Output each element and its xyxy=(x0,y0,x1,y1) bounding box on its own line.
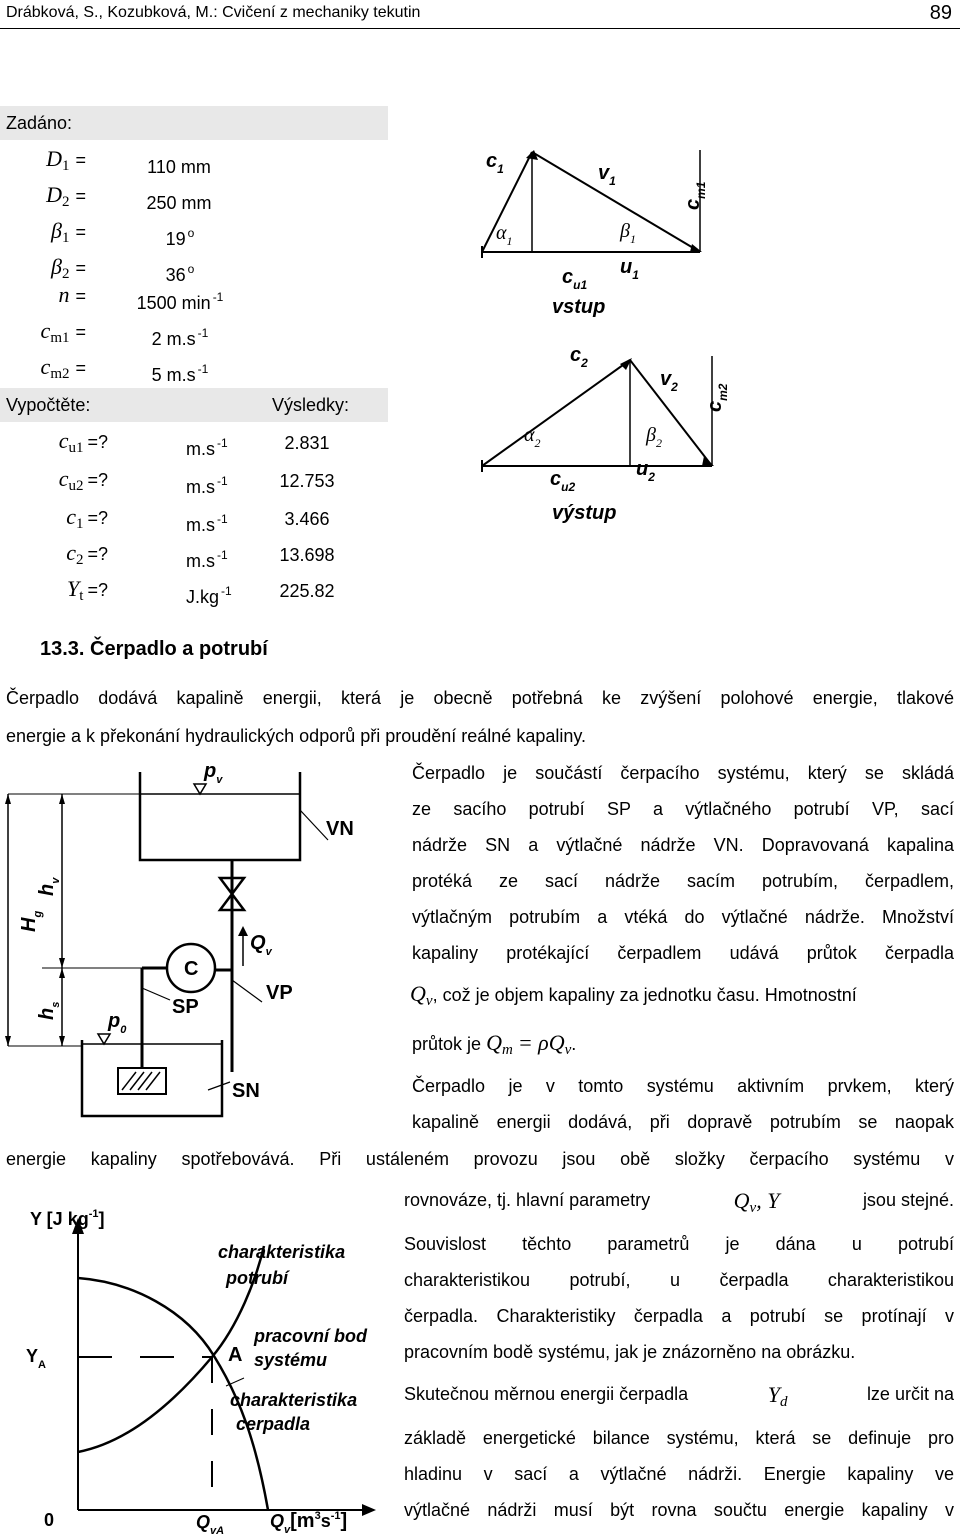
computed-unit-sup: -1 xyxy=(217,548,228,562)
given-value-sup: -1 xyxy=(212,290,224,304)
inlet-c-label xyxy=(486,150,504,176)
text-line: Čerpadlo je v tomto systému aktivním prvkem, který xyxy=(412,1076,954,1096)
work-point-label xyxy=(228,1344,242,1367)
outlet-v-label-symbol: v xyxy=(660,368,672,390)
pump-c-label xyxy=(184,958,198,981)
hv-label-symbol: h xyxy=(36,883,58,896)
text-line: kapaliny protékající čerpadlem udává průtok čerpadla xyxy=(412,943,954,963)
eq-params: Q xyxy=(733,1188,750,1213)
computed-unit-text: J.kg xyxy=(186,587,220,607)
computed-symbol-letter: c xyxy=(66,504,76,529)
given-eq: = xyxy=(75,322,86,342)
computed-symbol-sub: u2 xyxy=(68,478,84,494)
computed-symbol xyxy=(0,506,108,535)
given-symbol xyxy=(0,256,86,285)
page-number: 89 xyxy=(929,2,952,24)
qv-sub: v xyxy=(425,993,433,1009)
outlet-beta-label-sub: 2 xyxy=(655,436,662,450)
eq-params-sub: v xyxy=(749,1200,757,1216)
pipe-char-line2-text: potrubí xyxy=(226,1268,288,1288)
computed-symbol xyxy=(0,542,108,571)
mass-flow-eq-sub: v xyxy=(564,1042,572,1058)
chart-x-label-end: ] xyxy=(340,1510,348,1532)
given-value-sup: -1 xyxy=(197,362,209,376)
pv-label-symbol: p xyxy=(204,760,217,782)
given-value-text: 1500 min xyxy=(136,293,211,313)
inlet-u-label-sub: 1 xyxy=(632,268,639,282)
qv-line xyxy=(410,975,955,1012)
hs-label xyxy=(36,1002,62,1020)
given-value-text: 19 xyxy=(165,229,186,249)
outlet-beta-label xyxy=(646,424,662,451)
computed-unit-sup: -1 xyxy=(221,584,232,598)
outlet-v-label xyxy=(660,368,678,394)
chart-y-label-sup: -1 xyxy=(88,1208,99,1220)
inlet-cm-label-sub: m1 xyxy=(694,181,708,199)
computed-unit-text: m.s xyxy=(186,439,215,459)
chart-origin-label-text: 0 xyxy=(44,1510,55,1530)
computed-unit xyxy=(186,580,232,608)
chart-x-label xyxy=(270,1510,347,1536)
pv-label-sub: v xyxy=(216,774,223,786)
text-line: pracovním bodě systému, jak je znázorněno na obrázku. xyxy=(404,1342,856,1362)
hs-label-sub: s xyxy=(50,1001,62,1008)
given-value xyxy=(120,286,240,314)
pipe-char-line1 xyxy=(218,1242,345,1263)
computed-unit xyxy=(186,432,228,460)
p0-label-sub: 0 xyxy=(120,1024,127,1036)
chart-x-label-sym: Q xyxy=(270,1511,285,1531)
computed-unit-sup: -1 xyxy=(217,436,228,450)
computed-title: Vypočtěte: xyxy=(6,395,91,415)
text-line: Souvislost těchto parametrů je dána u potrubí xyxy=(404,1234,954,1254)
chart-qva-label-sym: Q xyxy=(196,1512,211,1532)
given-value xyxy=(120,322,240,350)
given-symbol-sub: 2 xyxy=(61,194,70,210)
outlet-cm-label xyxy=(704,384,730,412)
inlet-cm-label xyxy=(682,182,708,210)
outlet-u-label-sub: 2 xyxy=(648,470,655,484)
outlet-alpha-label-symbol: α xyxy=(524,424,535,446)
chart-qva-label xyxy=(196,1512,224,1537)
results-title: Výsledky: xyxy=(272,395,350,415)
text-line: kapalině energii dodává, při dopravě potrubím se naopak xyxy=(412,1112,954,1132)
computed-eq: =? xyxy=(87,508,108,528)
inlet-beta-label xyxy=(620,220,636,247)
given-symbol-sub: 2 xyxy=(61,266,70,282)
hv-label-sub: v xyxy=(50,877,62,884)
computed-unit xyxy=(186,470,228,498)
chart-origin-label xyxy=(44,1510,54,1531)
inlet-v-label xyxy=(598,162,616,188)
text-line: protéká ze sací nádrže sacím potrubím, čerpadlem, xyxy=(412,871,954,891)
inlet-alpha-label xyxy=(496,222,513,249)
computed-result: 225.82 xyxy=(279,581,335,601)
mass-flow-sub: m xyxy=(501,1042,513,1058)
qv-symbol: Q xyxy=(410,981,426,1006)
given-value-sup: -1 xyxy=(197,326,209,340)
sn-label xyxy=(232,1080,260,1103)
mass-flow-line xyxy=(412,1024,576,1069)
sp-label-symbol: SP xyxy=(172,996,199,1018)
p0-label-symbol: p xyxy=(108,1010,121,1032)
vp-label xyxy=(266,982,293,1005)
chart-y-label-text: Y [J kg xyxy=(30,1209,89,1229)
text-line: nádrže SN a výtlačné nádrže VN. Dopravovaná kapalina xyxy=(412,835,954,855)
work-point-label-text: A xyxy=(228,1344,243,1366)
given-value-text: 250 mm xyxy=(146,193,212,213)
text-line: výtlačným potrubím a vtéká do výtlačné nádrže. Množství xyxy=(412,907,954,927)
given-symbol xyxy=(0,184,86,213)
sp-label xyxy=(172,996,199,1019)
pv-label xyxy=(204,760,222,786)
mass-flow-symbol: Q xyxy=(486,1030,502,1055)
computed-unit-text: m.s xyxy=(186,551,215,571)
text-line: výtlačné nádrži musí být rovna součtu energie kapaliny v xyxy=(404,1500,954,1520)
given-value xyxy=(120,150,240,178)
computed-unit-text: m.s xyxy=(186,477,215,497)
computed-unit xyxy=(186,544,228,572)
text-line: ze sacího potrubí SP a výtlačného potrubí VP, sací xyxy=(412,799,954,819)
given-symbol-sub: m1 xyxy=(50,330,70,346)
computed-result: 3.466 xyxy=(284,509,330,529)
computed-result: 12.753 xyxy=(279,471,335,491)
x-axis-arrow-icon xyxy=(362,1504,376,1516)
pump-char-line1 xyxy=(230,1390,357,1411)
text-line: hladinu v sací a výtlačné nádrži. Energie kapaliny ve xyxy=(404,1464,954,1484)
hg-label-symbol: H xyxy=(18,917,40,932)
inlet-beta-label-sub: 1 xyxy=(629,232,636,246)
yd-line xyxy=(404,1376,954,1421)
inlet-u-label xyxy=(620,256,639,282)
qv-diagram-label-sub: v xyxy=(265,946,272,958)
computed-eq: =? xyxy=(87,470,108,490)
outlet-beta-label-symbol: β xyxy=(646,424,656,446)
header-rule xyxy=(0,28,960,29)
inlet-triangle xyxy=(482,150,702,258)
computed-symbol-sub: u1 xyxy=(68,440,84,456)
given-symbol-letter: n xyxy=(58,282,70,307)
chart-x-label-unit: [m xyxy=(290,1510,315,1532)
given-symbol xyxy=(0,284,86,313)
computed-eq: =? xyxy=(87,432,108,452)
given-eq: = xyxy=(75,186,86,206)
given-value xyxy=(120,222,240,250)
given-symbol-letter: c xyxy=(40,354,51,379)
inlet-u-label-symbol: u xyxy=(620,256,633,278)
inlet-alpha-label-sub: 1 xyxy=(506,234,513,248)
yd-prefix: Skutečnou měrnou energii čerpadla xyxy=(404,1384,689,1404)
yd-symbol: Y xyxy=(767,1382,780,1407)
given-symbol-letter: β xyxy=(51,218,62,243)
work-point-line1 xyxy=(254,1326,367,1347)
computed-unit xyxy=(186,508,228,536)
outlet-v-label-sub: 2 xyxy=(671,380,678,394)
outlet-cm-label-symbol: c xyxy=(704,400,726,412)
running-header: Drábková, S., Kozubková, M.: Cvičení z mechaniky tekutin xyxy=(6,4,421,21)
outlet-caption: výstup xyxy=(552,502,617,524)
computed-result: 13.698 xyxy=(279,545,335,565)
text-line: charakteristikou potrubí, u čerpadla charakteristikou xyxy=(404,1270,954,1290)
inlet-beta-label-symbol: β xyxy=(620,220,630,242)
pump-char-line1-text: charakteristika xyxy=(230,1390,358,1410)
chart-qva-label-sub: vA xyxy=(210,1525,225,1537)
given-value-sup: o xyxy=(187,262,195,276)
given-eq: = xyxy=(75,286,86,306)
given-value-text: 110 mm xyxy=(147,157,211,177)
computed-symbol-sub: 2 xyxy=(75,552,84,568)
given-symbol xyxy=(0,148,86,177)
computed-unit-text: m.s xyxy=(186,515,215,535)
outlet-u-label xyxy=(636,458,655,484)
computed-symbol xyxy=(0,430,108,459)
given-eq: = xyxy=(75,222,86,242)
pump-c-label-symbol: C xyxy=(184,958,199,980)
computed-eq: =? xyxy=(87,580,108,600)
hg-label xyxy=(18,911,44,932)
given-symbol-letter: β xyxy=(51,254,62,279)
computed-symbol-letter: c xyxy=(58,428,69,453)
computed-eq: =? xyxy=(87,544,108,564)
hv-label xyxy=(36,878,62,896)
given-value-text: 2 m.s xyxy=(151,329,196,349)
given-symbol-letter: D xyxy=(46,182,62,207)
computed-unit-sup: -1 xyxy=(217,512,228,526)
inlet-v-label-sub: 1 xyxy=(609,174,616,188)
given-value xyxy=(120,186,240,214)
chart-y-label xyxy=(30,1208,104,1230)
given-symbol-sub: m2 xyxy=(50,366,70,382)
yd-suffix: lze určit na xyxy=(866,1384,954,1404)
inlet-caption: vstup xyxy=(552,296,606,318)
qv-diagram-label xyxy=(250,932,272,958)
strainer-icon xyxy=(118,1068,166,1094)
computed-unit-sup: -1 xyxy=(217,474,228,488)
pump-char-line2-text: cerpadla xyxy=(236,1414,311,1434)
vn-label xyxy=(326,818,354,841)
given-value xyxy=(120,358,240,386)
pump-system-diagram xyxy=(0,760,400,1120)
outlet-cu-label-symbol: c xyxy=(550,468,562,490)
flow-arrow-icon xyxy=(238,926,248,936)
chart-ya-label-sym: Y xyxy=(26,1346,39,1366)
outlet-u-label-symbol: u xyxy=(636,458,649,480)
work-point-line1-text: pracovní bod xyxy=(254,1326,368,1346)
outlet-cu-label-sub: u2 xyxy=(561,480,576,494)
p0-label xyxy=(108,1010,126,1036)
hs-label-symbol: h xyxy=(36,1007,58,1020)
pump-char-line2 xyxy=(236,1414,310,1435)
eq-prefix: rovnováze, tj. hlavní parametry xyxy=(404,1190,651,1210)
outlet-cu-label xyxy=(550,468,575,494)
text-line: základě energetické bilance systému, která se definuje pro xyxy=(404,1428,954,1448)
work-point-line2 xyxy=(254,1350,327,1371)
outlet-cm-label-sub: m2 xyxy=(716,383,730,401)
vp-label-symbol: VP xyxy=(266,982,293,1004)
qv-rest: , což je objem kapaliny za jednotku času. Hmotnostní xyxy=(432,985,857,1005)
inlet-v-label-symbol: v xyxy=(598,162,610,184)
chart-x-label-sub: v xyxy=(284,1524,291,1536)
given-symbol xyxy=(0,356,86,385)
computed-symbol-letter: c xyxy=(66,540,76,565)
chart-x-label-mid: s xyxy=(320,1511,331,1531)
computed-symbol-letter: Y xyxy=(67,576,80,601)
inlet-c-label-symbol: c xyxy=(486,150,498,172)
outlet-alpha-label-sub: 2 xyxy=(534,436,541,450)
pipe-char-line1-text: charakteristika xyxy=(218,1242,346,1262)
given-symbol xyxy=(0,220,86,249)
computed-symbol xyxy=(0,578,108,607)
inlet-cm-label-symbol: c xyxy=(682,198,704,210)
mass-flow-end: . xyxy=(571,1034,577,1054)
text-line: čerpadla. Charakteristiky čerpadla a potrubí se protínají v xyxy=(404,1306,954,1326)
work-point-line2-text: systému xyxy=(254,1350,328,1370)
chart-y-label-end: ] xyxy=(98,1209,105,1229)
given-value-text: 5 m.s xyxy=(151,365,196,385)
mass-flow-eq: = ρQ xyxy=(517,1030,565,1055)
outlet-triangle xyxy=(482,356,714,472)
computed-result: 2.831 xyxy=(284,433,330,453)
intro-line-2: energie a k překonání hydraulických odporů při proudění reálné kapaliny. xyxy=(6,726,587,746)
inlet-cu-label-sub: u1 xyxy=(573,278,588,292)
equilibrium-line xyxy=(404,1182,954,1227)
chart-ya-label-sub: A xyxy=(38,1359,46,1371)
eq-suffix: jsou stejné. xyxy=(862,1190,954,1210)
text-line: Čerpadlo je součástí čerpacího systému, který se skládá xyxy=(412,763,954,783)
given-value-sup: o xyxy=(187,226,195,240)
computed-symbol-letter: c xyxy=(58,466,69,491)
given-symbol-sub: 1 xyxy=(61,158,70,174)
outlet-alpha-label xyxy=(524,424,541,451)
given-symbol-sub: 1 xyxy=(61,230,70,246)
outlet-c-label xyxy=(570,344,588,370)
given-eq: = xyxy=(75,358,86,378)
section-title: 13.3. Čerpadlo a potrubí xyxy=(40,638,268,660)
inlet-cu-label xyxy=(562,266,587,292)
given-symbol xyxy=(0,320,86,349)
chart-x-label-sup2: -1 xyxy=(330,1510,341,1522)
given-symbol-letter: c xyxy=(40,318,51,343)
inlet-alpha-label-symbol: α xyxy=(496,222,507,244)
outlet-c-label-sub: 2 xyxy=(581,356,588,370)
sn-label-symbol: SN xyxy=(232,1080,260,1102)
outlet-c-label-symbol: c xyxy=(570,344,582,366)
characteristics-chart xyxy=(0,1180,400,1538)
computed-symbol-sub: 1 xyxy=(75,516,84,532)
yd-sub: d xyxy=(779,1394,788,1410)
inlet-c-label-sub: 1 xyxy=(497,162,504,176)
given-value xyxy=(120,258,240,286)
given-eq: = xyxy=(75,150,86,170)
given-value-text: 36 xyxy=(165,265,186,285)
vn-label-symbol: VN xyxy=(326,818,354,840)
intro-line-1: Čerpadlo dodává kapalině energii, která je obecně potřebná ke zvýšení polohové energie, tlakové xyxy=(6,688,954,708)
hg-label-sub: g xyxy=(32,910,44,918)
computed-symbol xyxy=(0,468,108,497)
given-title: Zadáno: xyxy=(6,113,73,133)
mass-flow-prefix: průtok je xyxy=(412,1034,482,1054)
chart-x-label-sup: 3 xyxy=(314,1510,321,1522)
inlet-cu-label-symbol: c xyxy=(562,266,574,288)
given-symbol-letter: D xyxy=(46,146,62,171)
pipe-char-line2 xyxy=(226,1268,288,1289)
qv-diagram-label-symbol: Q xyxy=(250,932,266,954)
computed-symbol-sub: t xyxy=(79,588,84,604)
full-width-line: energie kapaliny spotřebovává. Při ustáleném provozu jsou obě složky čerpacího systému v xyxy=(6,1149,954,1169)
given-eq: = xyxy=(75,258,86,278)
chart-ya-label xyxy=(26,1346,46,1371)
eq-params-rest: , Y xyxy=(756,1188,780,1213)
